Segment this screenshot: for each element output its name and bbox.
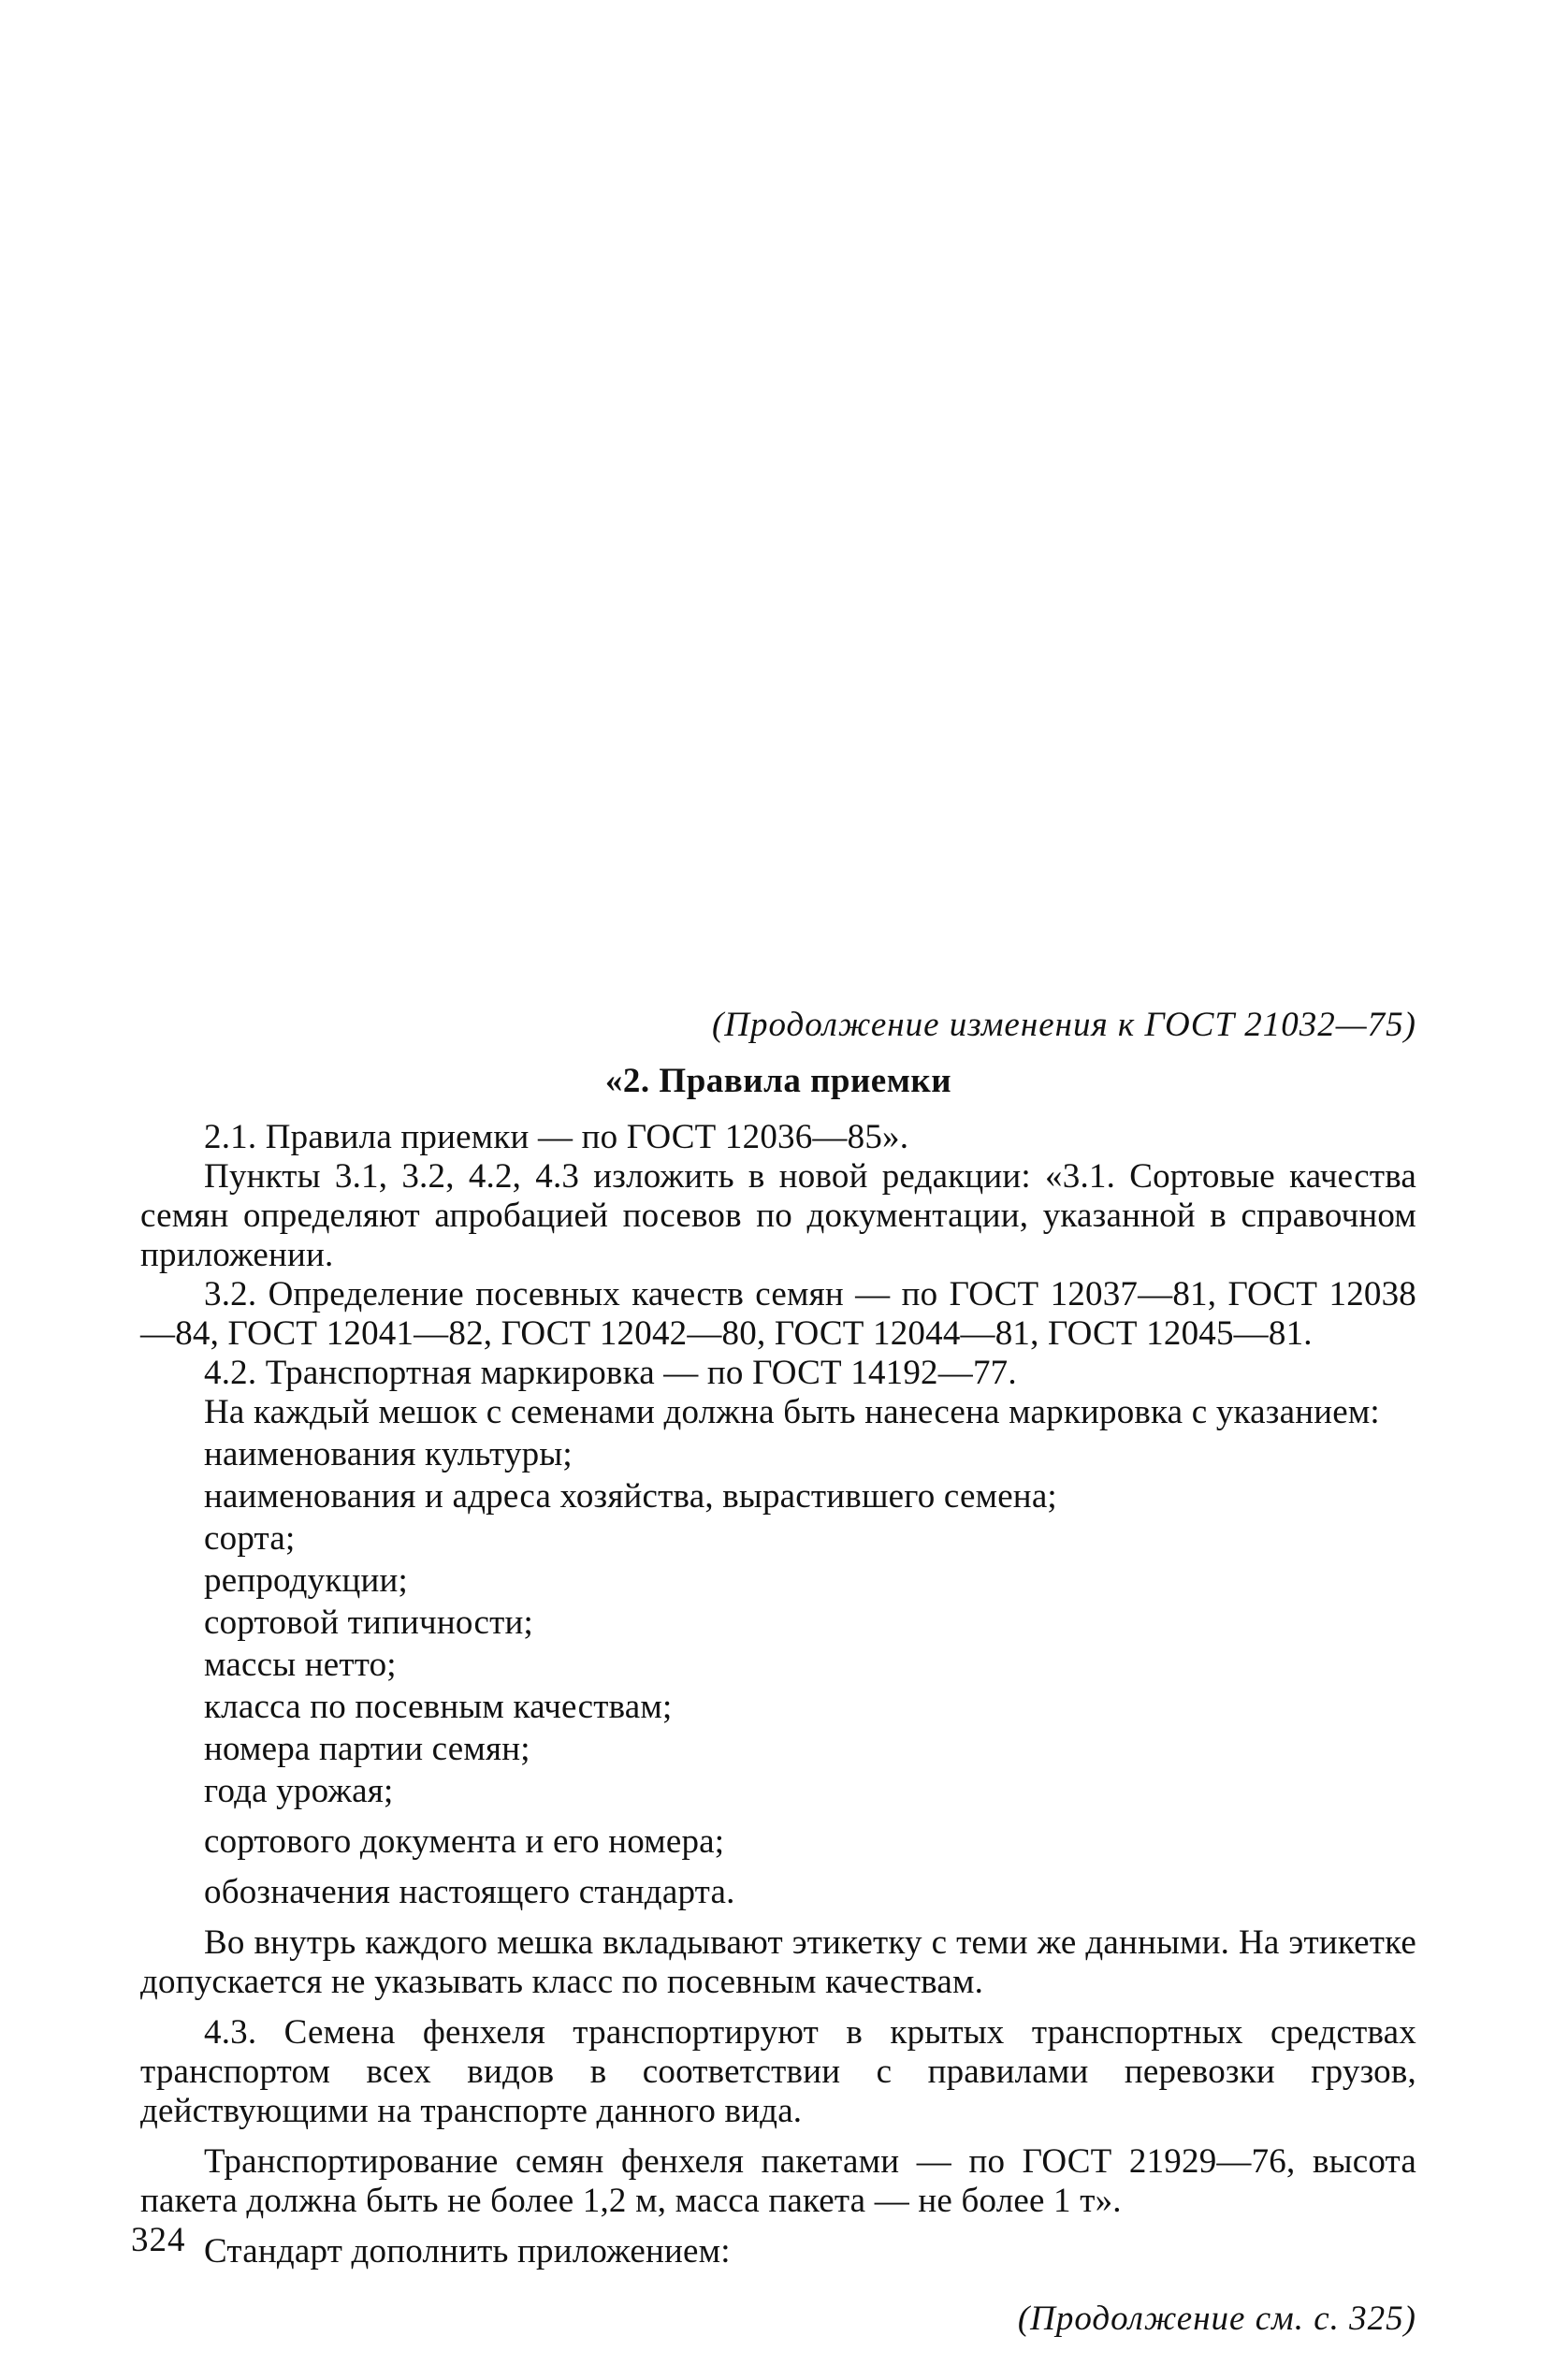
section-title: «2. Правила приемки — [604, 1062, 952, 1100]
list-item: репродукции; — [204, 1561, 409, 1600]
list-item: сортового документа и его номера; — [204, 1822, 725, 1861]
list-item: наименования культуры; — [204, 1435, 573, 1473]
paragraph-4-3: 4.3. Семена фенхеля транспортируют в крытых транспортных средствах транспортом всех видов в соответствии с правилами перевозки грузов, действующими на транспорте данного вида. — [140, 2013, 1416, 2130]
paragraph-label-note: Во внутрь каждого мешка вкладывают этикетку с теми же данными. На этикетке допускается не указывать класс по посевным качествам. — [140, 1923, 1416, 2001]
document-text — [140, 1006, 1416, 2339]
paragraph-marking-intro: На каждый мешок с семенами должна быть нанесена маркировка с указанием: — [204, 1393, 1380, 1431]
continuation-footer: (Продолжение см. с. 325) — [1017, 2300, 1416, 2338]
continuation-header: (Продолжение изменения к ГОСТ 21032—75) — [711, 1006, 1416, 1044]
paragraph-package-transport: Транспортирование семян фенхеля пакетами — по ГОСТ 21929—76, высота пакета должна быть не более 1,2 м, масса пакета — не более 1 т». — [140, 2142, 1416, 2220]
list-item: обозначения настоящего стандарта. — [204, 1873, 735, 1911]
paragraph-amendments: Пункты 3.1, 3.2, 4.2, 4.3 изложить в новой редакции: «3.1. Сортовые качества семян определяют апробацией посевов по документации, указанной в справочном приложении. — [140, 1157, 1416, 1274]
list-item: года урожая; — [204, 1772, 394, 1810]
paragraph-2-1: 2.1. Правила приемки — по ГОСТ 12036—85». — [204, 1118, 909, 1156]
paragraph-appendix-note: Стандарт дополнить приложением: — [204, 2232, 731, 2271]
list-item: массы нетто; — [204, 1646, 397, 1684]
list-item: сорта; — [204, 1519, 296, 1558]
list-item: сортовой типичности; — [204, 1603, 533, 1642]
marking-list — [140, 1435, 1416, 1912]
list-item: наименования и адреса хозяйства, вырастившего семена; — [204, 1477, 1057, 1516]
paragraph-3-2: 3.2. Определение посевных качеств семян — по ГОСТ 12037—81, ГОСТ 12038—84, ГОСТ 12041—82, ГОСТ 12042—80, ГОСТ 12044—81, ГОСТ 12045—81. — [140, 1275, 1416, 1353]
list-item: класса по посевным качествам; — [204, 1688, 673, 1726]
page-number: 324 — [131, 2221, 186, 2259]
list-item: номера партии семян; — [204, 1730, 530, 1768]
paragraph-4-2: 4.2. Транспортная маркировка — по ГОСТ 14192—77. — [204, 1354, 1017, 1392]
